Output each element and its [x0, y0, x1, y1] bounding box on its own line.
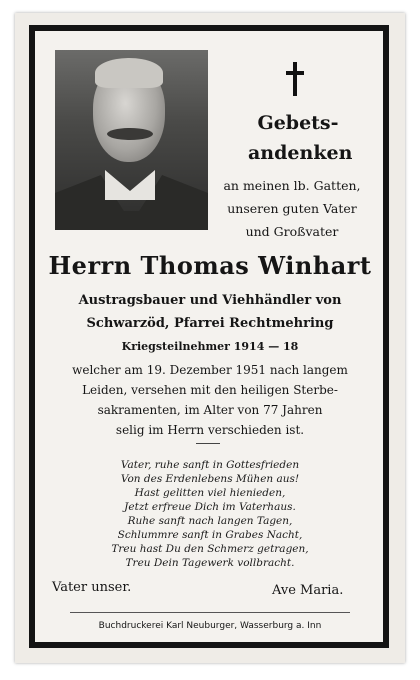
- poem-line: Von des Erdenlebens Mühen aus!: [120, 473, 300, 485]
- veteran-line: Kriegsteilnehmer 1914 — 18: [121, 340, 299, 353]
- death-text-line2: Leiden, versehen mit den heiligen Sterbe-: [82, 383, 338, 397]
- dedication-line1: an meinen lb. Gatten,: [223, 178, 361, 193]
- occupation-line1: Austragsbauer und Viehhändler von: [78, 293, 342, 308]
- death-text-line1: welcher am 19. Dezember 1951 nach langem: [72, 363, 348, 377]
- footer-divider: [70, 612, 350, 613]
- prayer-left: Vater unser.: [52, 580, 132, 595]
- death-text-line3: sakramenten, im Alter von 77 Jahren: [97, 403, 323, 417]
- poem-line: Ruhe sanft nach langen Tagen,: [127, 515, 293, 527]
- divider-top: [196, 443, 220, 444]
- portrait-photo: [55, 50, 208, 230]
- occupation-line2: Schwarzöd, Pfarrei Rechtmehring: [86, 316, 334, 331]
- title-line2: andenken: [248, 142, 353, 164]
- dedication-line3: und Großvater: [245, 224, 339, 239]
- death-text-line4: selig im Herrn verschieden ist.: [115, 423, 305, 437]
- poem-line: Jetzt erfreue Dich im Vaterhaus.: [124, 501, 296, 513]
- dedication-line2: unseren guten Vater: [227, 201, 357, 216]
- poem-line: Hast gelitten viel hienieden,: [134, 487, 286, 499]
- prayer-right: Ave Maria.: [272, 583, 344, 598]
- deceased-name: Herrn Thomas Winhart: [48, 251, 372, 280]
- poem-line: Schlummre sanft in Grabes Nacht,: [117, 529, 303, 541]
- cross-icon: [284, 62, 306, 96]
- poem-line: Treu Dein Tagewerk vollbracht.: [125, 557, 295, 569]
- poem-line: Treu hast Du den Schmerz getragen,: [111, 543, 309, 555]
- printer-imprint: Buchdruckerei Karl Neuburger, Wasserburg a. Inn: [98, 621, 322, 631]
- poem-line: Vater, ruhe sanft in Gottesfrieden: [120, 459, 300, 471]
- title-line1: Gebets-: [257, 112, 339, 134]
